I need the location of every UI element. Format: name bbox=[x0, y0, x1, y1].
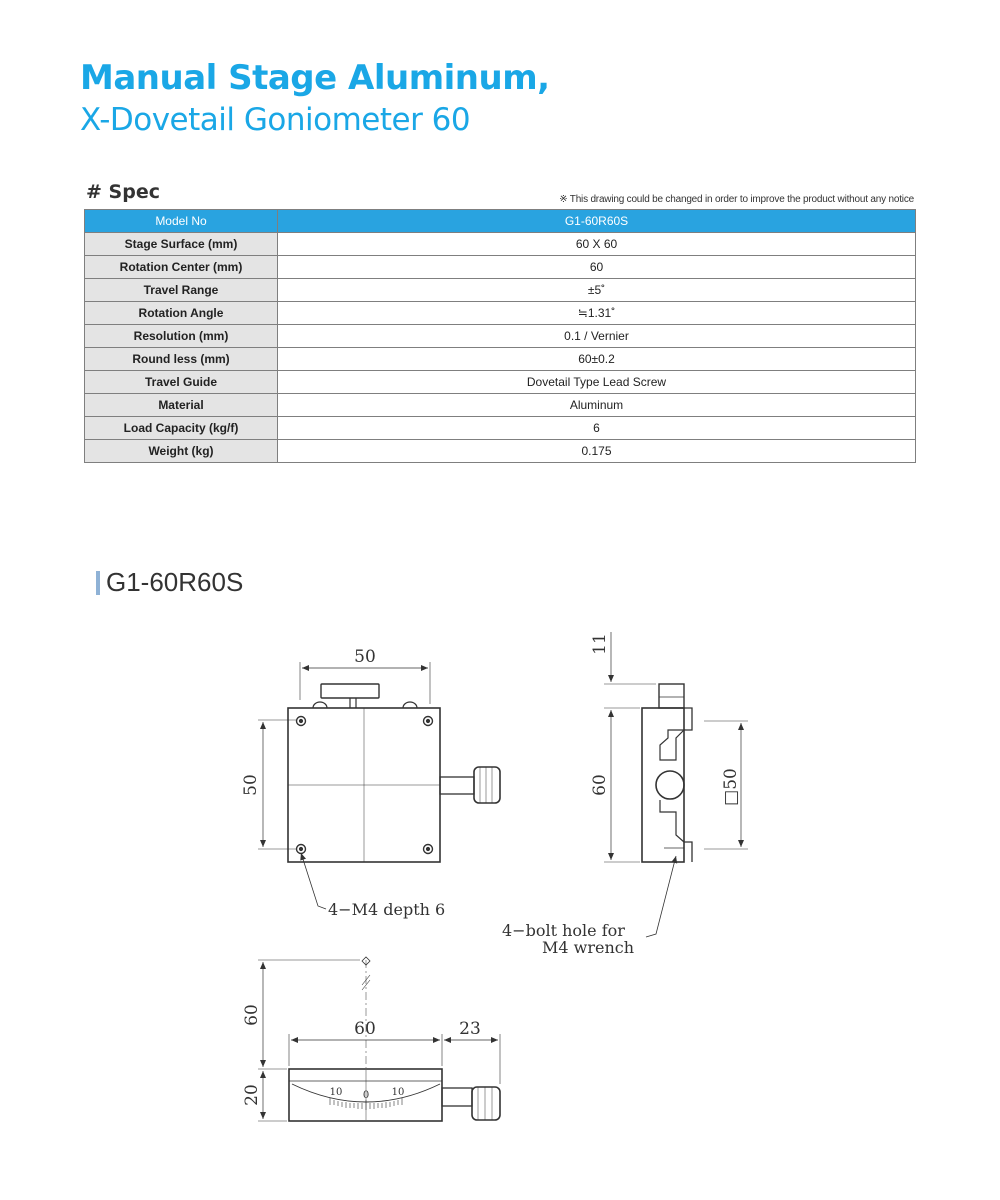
heading-accent-bar bbox=[96, 571, 100, 595]
model-heading bbox=[96, 567, 243, 598]
side-view-body bbox=[642, 708, 684, 862]
spec-value: 0.175 bbox=[278, 440, 916, 463]
spec-value: 60 bbox=[278, 256, 916, 279]
dim-side-square: □50 bbox=[721, 768, 741, 806]
page-title: Manual Stage Aluminum, bbox=[80, 58, 550, 98]
spec-value: ≒1.31˚ bbox=[278, 302, 916, 325]
front-knob bbox=[472, 1087, 500, 1120]
dim-top-width: 50 bbox=[354, 647, 376, 667]
dim-side-top: 11 bbox=[590, 633, 610, 655]
spec-value: 60 X 60 bbox=[278, 233, 916, 256]
dim-front-knob: 23 bbox=[459, 1019, 481, 1039]
note-bolt-hole-line1: 4−bolt hole for bbox=[502, 921, 625, 940]
page-subtitle: X-Dovetail Goniometer 60 bbox=[80, 102, 471, 138]
dim-top-height: 50 bbox=[241, 774, 261, 796]
spec-row bbox=[85, 417, 916, 440]
spec-value: ±5˚ bbox=[278, 279, 916, 302]
dim-side-height: 60 bbox=[590, 774, 610, 796]
spec-row bbox=[85, 394, 916, 417]
spec-label: Resolution (mm) bbox=[85, 325, 278, 348]
note-m4-depth: 4−M4 depth 6 bbox=[328, 900, 446, 919]
dim-front-width: 60 bbox=[354, 1019, 376, 1039]
scale-label-right: 10 bbox=[391, 1087, 405, 1098]
spec-row bbox=[85, 279, 916, 302]
spec-row bbox=[85, 371, 916, 394]
dim-front-radius: 60 bbox=[242, 1004, 262, 1026]
spec-row bbox=[85, 348, 916, 371]
scale-label-left: 10 bbox=[329, 1087, 343, 1098]
spec-label: Stage Surface (mm) bbox=[85, 233, 278, 256]
scale-label-center: 0 bbox=[362, 1090, 370, 1101]
spec-row bbox=[85, 256, 916, 279]
spec-row bbox=[85, 233, 916, 256]
spec-label: Rotation Center (mm) bbox=[85, 256, 278, 279]
spec-header-label: Model No bbox=[85, 210, 278, 233]
spec-header-value: G1-60R60S bbox=[278, 210, 916, 233]
spec-value: 6 bbox=[278, 417, 916, 440]
spec-table bbox=[84, 209, 916, 463]
spec-row bbox=[85, 440, 916, 463]
top-view bbox=[258, 662, 500, 909]
spec-label: Material bbox=[85, 394, 278, 417]
spec-row bbox=[85, 302, 916, 325]
spec-label: Travel Guide bbox=[85, 371, 278, 394]
spec-header-row bbox=[85, 210, 916, 233]
lever bbox=[321, 684, 379, 698]
knob-end bbox=[656, 771, 684, 799]
spec-label: Rotation Angle bbox=[85, 302, 278, 325]
spec-label: Round less (mm) bbox=[85, 348, 278, 371]
notice-text: ※ This drawing could be changed in order to improve the product without any notice bbox=[559, 194, 914, 205]
spec-row bbox=[85, 325, 916, 348]
spec-value: 0.1 / Vernier bbox=[278, 325, 916, 348]
adjust-knob bbox=[474, 767, 500, 803]
note-bolt-hole-line2: M4 wrench bbox=[542, 938, 635, 957]
spec-heading: # Spec bbox=[86, 181, 160, 203]
spec-value: Dovetail Type Lead Screw bbox=[278, 371, 916, 394]
front-view bbox=[258, 957, 500, 1121]
spec-value: Aluminum bbox=[278, 394, 916, 417]
spec-label: Travel Range bbox=[85, 279, 278, 302]
spec-label: Load Capacity (kg/f) bbox=[85, 417, 278, 440]
spec-value: 60±0.2 bbox=[278, 348, 916, 371]
spec-label: Weight (kg) bbox=[85, 440, 278, 463]
dim-front-height: 20 bbox=[242, 1084, 262, 1106]
model-heading-text: G1-60R60S bbox=[106, 567, 244, 597]
technical-drawing bbox=[0, 620, 1000, 1180]
